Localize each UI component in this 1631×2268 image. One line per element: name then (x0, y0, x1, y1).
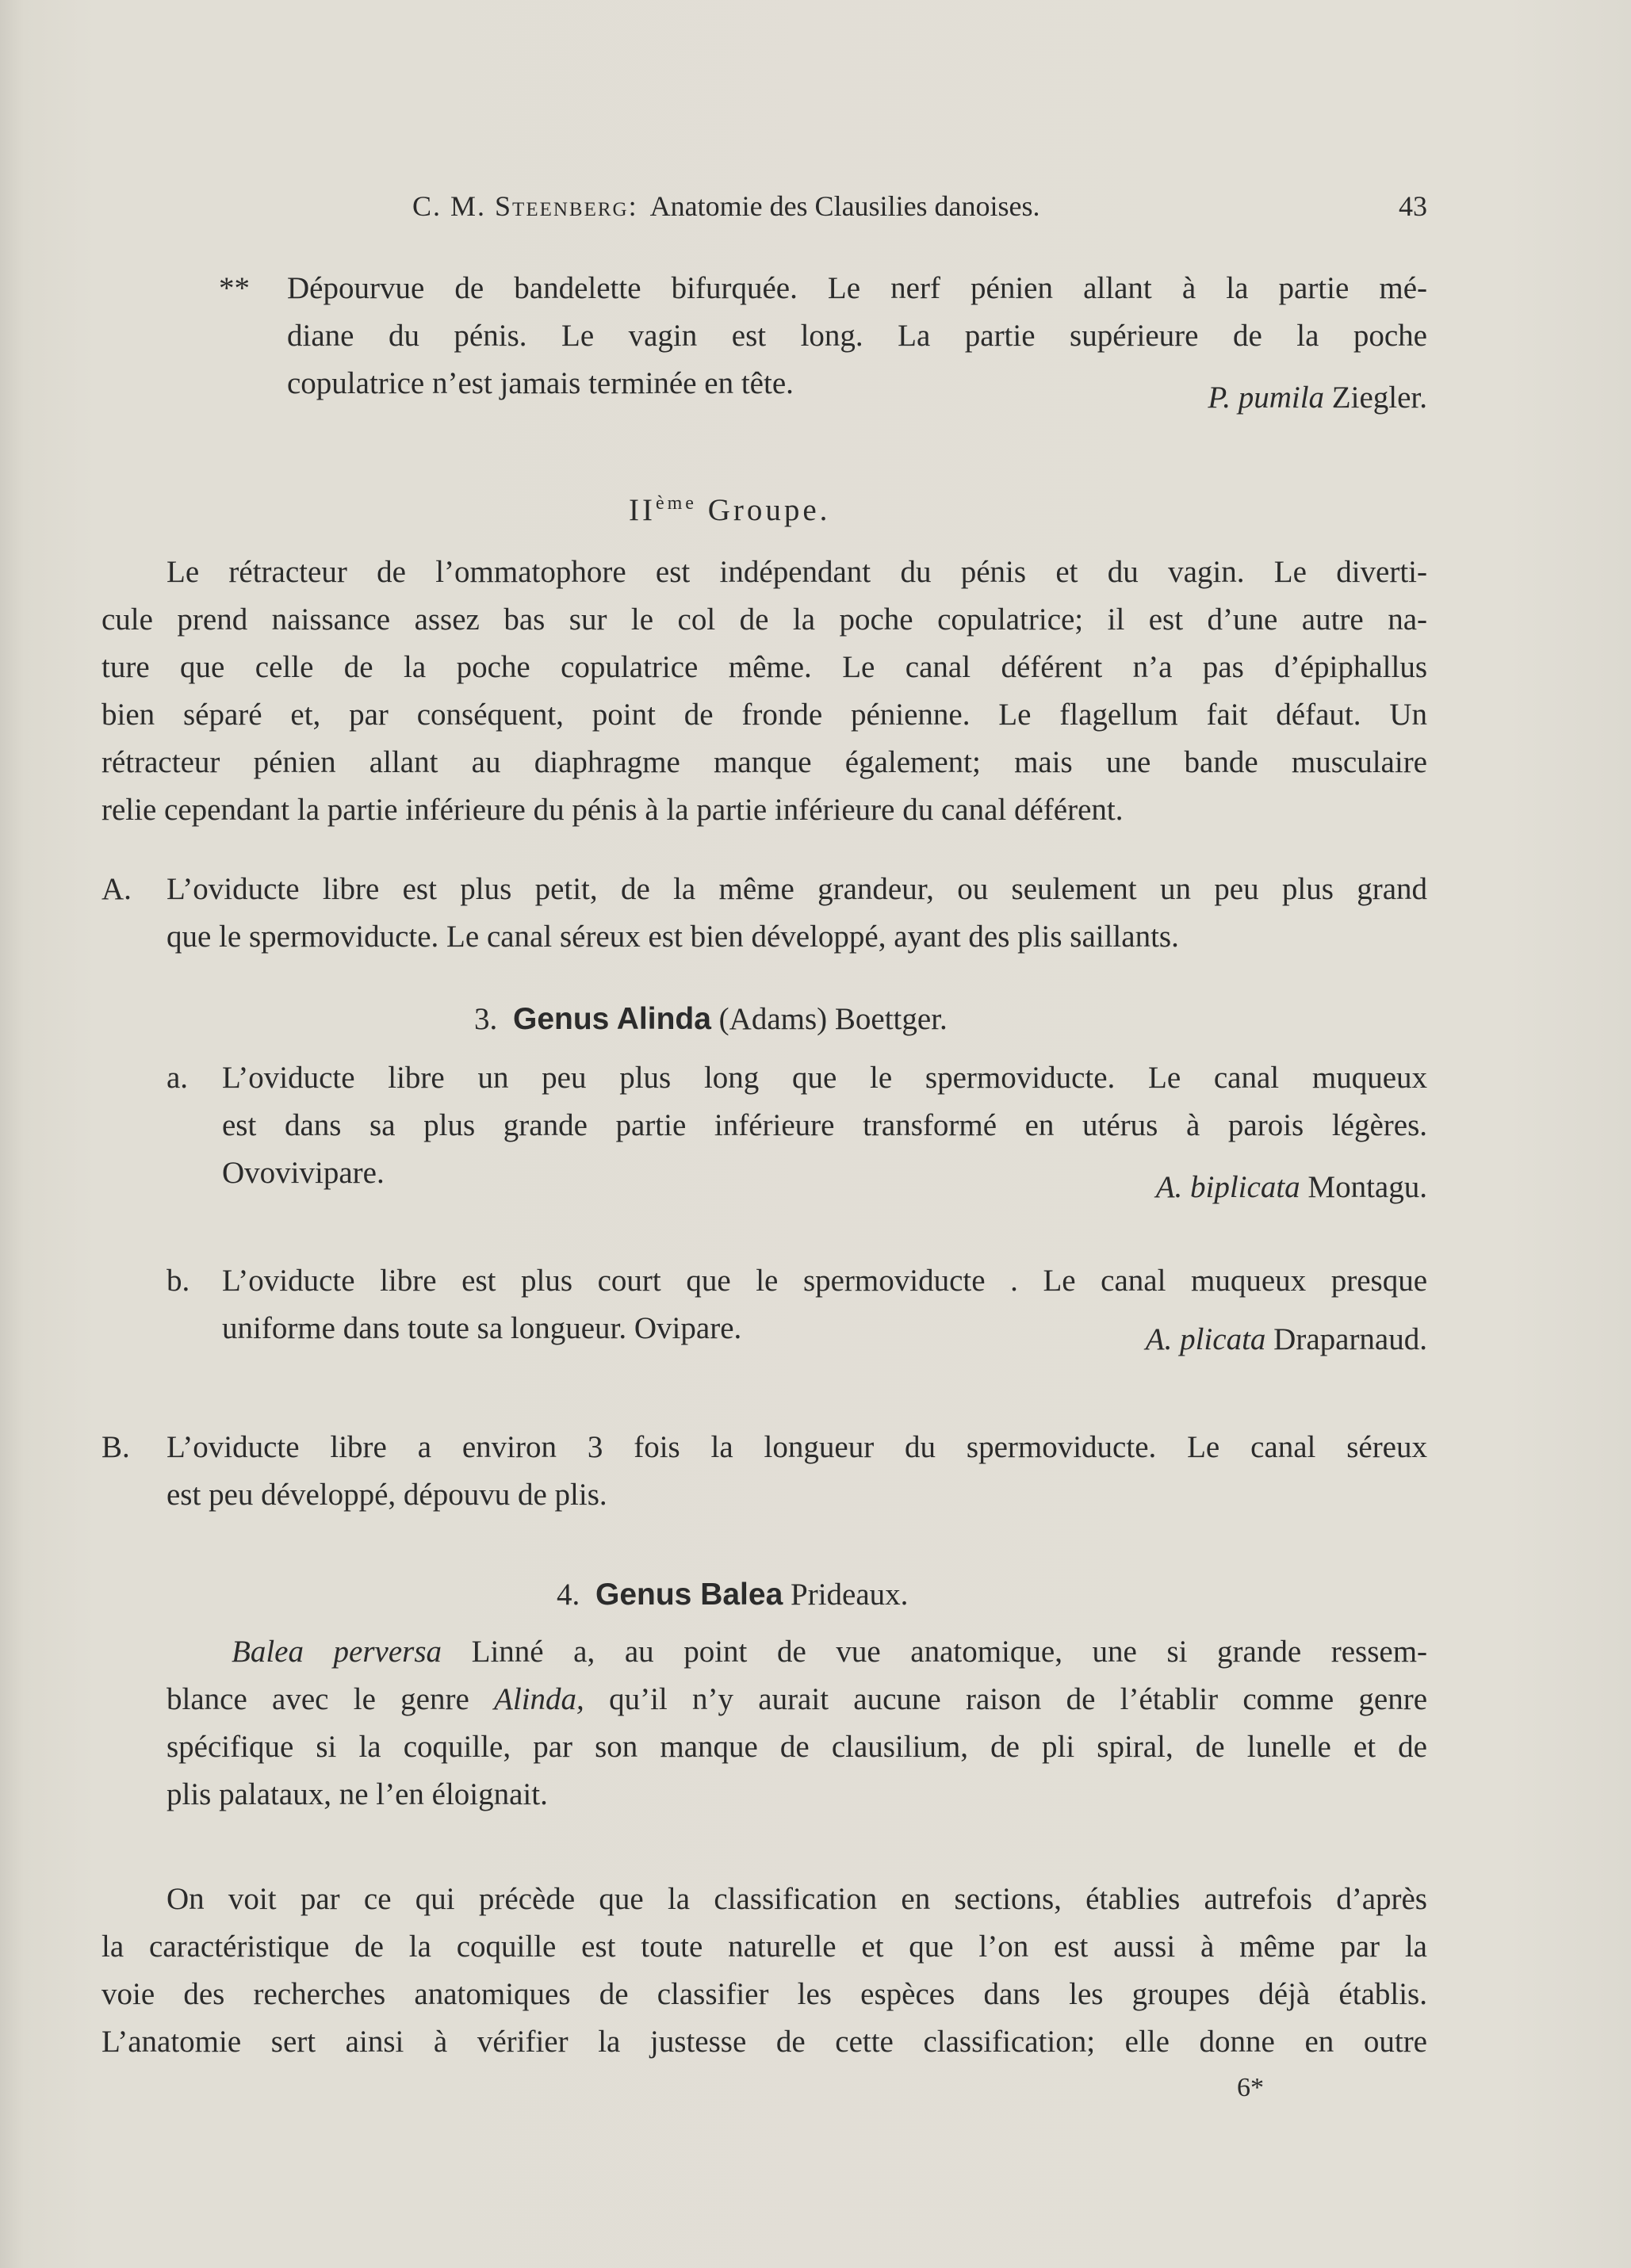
text-line: L’oviducte libre est plus petit, de la même grandeur, ou seulement un peu plus grand (167, 872, 1427, 906)
text-line: L’oviducte libre est plus court que le spermoviducte . Le canal muqueux presque (222, 1264, 1427, 1298)
text-line: est peu développé, dépouvu de plis. (167, 1478, 607, 1512)
header-separator: : (628, 190, 637, 222)
text-line: uniforme dans toute sa longueur. Ovipare. (222, 1311, 742, 1345)
group-word: Groupe. (707, 493, 831, 527)
species-author: Draparnaud. (1273, 1322, 1427, 1356)
header-title: Anatomie des Clausilies danoises. (649, 190, 1040, 222)
species-name (1208, 374, 1427, 422)
text-line: la caractéristique de la coquille est toute naturelle et que l’on est aussi à même par la (101, 1930, 1427, 1964)
text-line-with-species (287, 360, 1427, 415)
text-line: bien séparé et, par conséquent, point de fronde pénienne. Le flagellum fait défaut. Un (101, 698, 1427, 732)
text-run: blance avec le genre (167, 1682, 469, 1716)
text-line: copulatrice n’est jamais terminée en tête. (287, 366, 794, 400)
group-roman: II (629, 493, 656, 527)
text-line: voie des recherches anatomiques de classifier les espèces dans les groupes déjà établis. (101, 1977, 1427, 2011)
alinda-a-marker: a. (167, 1061, 189, 1095)
species-genus: P. (1208, 381, 1231, 415)
genus-number: 4. (557, 1578, 580, 1612)
balea-paragraph (167, 1628, 1427, 1819)
text-line: cule prend naissance assez bas sur le col de la poche copulatrice; il est d’une autre na- (101, 602, 1427, 637)
genus-number: 3. (474, 1002, 498, 1036)
alinda-b-entry (222, 1257, 1427, 1356)
text-line: diane du pénis. Le vagin est long. La partie supérieure de la poche (287, 319, 1427, 353)
page-number: 43 (1399, 190, 1427, 222)
text-line: relie cependant la partie inférieure du pénis à la partie inférieure du canal déférent. (101, 793, 1124, 827)
pumila-entry (287, 265, 1427, 415)
genus-balea-heading (557, 1571, 908, 1619)
genus-authority: (Adams) Boettger. (718, 1002, 948, 1036)
alinda-a-entry (222, 1054, 1427, 1204)
section-a-text (167, 866, 1427, 961)
group-heading (629, 487, 830, 534)
species-name (1156, 1164, 1427, 1211)
species-epithet: pumila (1238, 381, 1325, 415)
text-line-with-species (222, 1305, 1427, 1356)
text-line: rétracteur pénien allant au diaphragme manque également; mais une bande musculaire (101, 745, 1427, 779)
text-line: ture que celle de la poche copulatrice même. Le canal déférent n’a pas d’épiphallus (101, 650, 1427, 684)
text-line (167, 1628, 1427, 1676)
text-line: Le rétracteur de l’ommatophore est indépendant du pénis et du vagin. Le diverti- (167, 555, 1427, 589)
text-line: plis palataux, ne l’en éloignait. (167, 1777, 548, 1811)
text-line: L’oviducte libre un peu plus long que le spermoviducte. Le canal muqueux (222, 1061, 1427, 1095)
genus-name: Genus Alinda (513, 1002, 711, 1036)
text-run: Linné a, au point de vue anatomique, une si grande ressem- (471, 1635, 1428, 1669)
running-header (412, 182, 1427, 230)
group-paragraph (101, 549, 1427, 834)
text-run: qu’il n’y aurait aucune raison de l’établir comme genre (609, 1682, 1428, 1716)
text-line: est dans sa plus grande partie inférieure transformé en utérus à parois légères. (222, 1108, 1427, 1142)
alinda-b-marker: b. (167, 1264, 190, 1298)
text-line: que le spermoviducte. Le canal séreux est bien développé, ayant des plis saillants. (167, 920, 1179, 954)
genus-authority: Prideaux. (791, 1578, 909, 1612)
header-author: C. M. Steenberg (412, 190, 629, 222)
signature-mark: 6* (1237, 2073, 1264, 2102)
pumila-marker: ** (219, 271, 250, 305)
species-author: Montagu. (1307, 1170, 1427, 1204)
species-name: Balea perversa (232, 1635, 442, 1669)
section-b-marker: B. (101, 1430, 130, 1464)
text-line: spécifique si la coquille, par son manque de clausilium, de pli spiral, de lunelle et de (167, 1730, 1427, 1764)
text-line: Ovovivipare. (222, 1156, 385, 1190)
species-epithet: plicata (1180, 1322, 1266, 1356)
text-line-with-species (222, 1149, 1427, 1204)
text-line: On voit par ce qui précède que la classification en sections, établies autrefois d’après (167, 1882, 1427, 1916)
section-b-text (167, 1424, 1427, 1519)
text-line: Dépourvue de bandelette bifurquée. Le nerf pénien allant à la partie mé- (287, 271, 1427, 305)
conclusion-paragraph (101, 1876, 1427, 2066)
group-superscript: ème (655, 493, 697, 514)
species-author: Ziegler. (1331, 381, 1427, 415)
genus-alinda-heading (474, 996, 948, 1043)
text-line: L’oviducte libre a environ 3 fois la longueur du spermoviducte. Le canal séreux (167, 1430, 1427, 1464)
species-genus: A. (1145, 1322, 1173, 1356)
species-name (1146, 1316, 1427, 1363)
species-epithet: biplicata (1190, 1170, 1300, 1204)
species-genus: A. (1155, 1170, 1183, 1204)
section-a-marker: A. (101, 872, 132, 906)
genus-name: Genus Balea (595, 1578, 783, 1612)
text-line: L’anatomie sert ainsi à vérifier la justesse de cette classification; elle donne en outre (101, 2025, 1427, 2059)
genus-reference: Alinda, (494, 1682, 584, 1716)
text-line (167, 1676, 1427, 1723)
